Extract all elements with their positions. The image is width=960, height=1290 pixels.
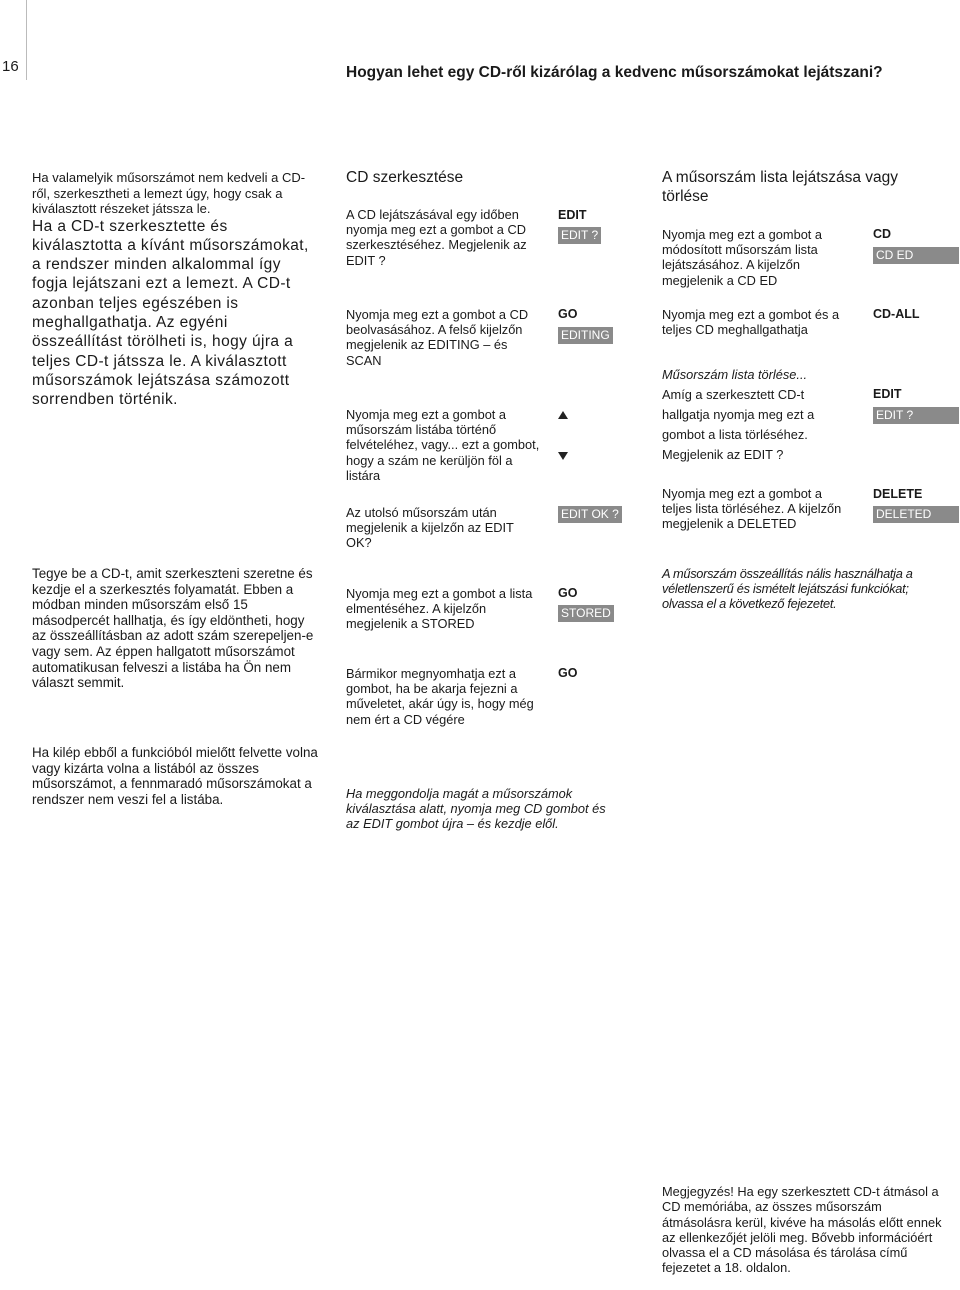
right-footnote: A műsorszám összeállítás nális használhatja a véletlenszerű és ismételt lejátszási funkciókat; olvassa el a következő fejezetet. (662, 566, 913, 612)
middle-step-1: A CD lejátszásával egy időben nyomja meg ezt a gombot a CD szerkesztéséhez. Megjelenik az EDIT ? (346, 207, 527, 268)
middle-step-6: Bármikor megnyomhatja ezt a gombot, ha be akarja fejezni a műveletet, akár úgy is, hogy még nem ért a CD végére (346, 666, 534, 727)
triangle-up-icon (558, 411, 568, 419)
middle-heading: CD szerkesztése (346, 169, 464, 186)
display-cd-ed: CD ED (873, 247, 959, 264)
display-edit-ok: EDIT OK ? (558, 506, 622, 523)
go-key-3: GO (558, 666, 578, 680)
intro-text (32, 170, 312, 409)
intro-small: Ha valamelyik műsorszámot nem kedveli a CD-ről, szerkesztheti a lemezt úgy, hogy csak a kiválasztott részeket játssza le. (32, 170, 306, 216)
intro-large: Ha a CD-t szerkesztette és kiválasztotta a kívánt műsorszámokat, a rendszer minden alkalommal így fogja lejátszani ezt a lemezt. A CD-t azonban teljes egészében is meghallgathatja. Az egyéni összeállítást törölheti is, hogy újra a teljes CD-t játssza le. A kiválasztott műsorszámok lejátszása számozott sorrendben történik. (32, 217, 309, 409)
display-editing: EDITING (558, 327, 613, 344)
display-edit-2: EDIT ? (873, 407, 959, 424)
go-key-2: GO (558, 586, 578, 600)
delete-key: DELETE (873, 487, 923, 501)
right-step-2: Nyomja meg ezt a gombot és a teljes CD meghallgathatja (662, 307, 840, 338)
page-title: Hogyan lehet egy CD-ről kizárólag a kedvenc műsorszámokat lejátszani? (346, 64, 883, 81)
display-stored: STORED (558, 605, 614, 622)
triangle-down-icon (558, 452, 568, 460)
edit-key: EDIT (558, 208, 587, 222)
go-key: GO (558, 307, 578, 321)
middle-step-4: Az utolsó műsorszám után megjelenik a kijelzőn az EDIT OK? (346, 505, 514, 551)
cd-all-key: CD-ALL (873, 307, 920, 321)
edit-instructions: Tegye be a CD-t, amit szerkeszteni szeretne és kezdje el a szerkesztés folyamatát. Ebben a módban minden műsorszám első 15 másodpercét hallhatja, és így eldöntheti, hogy az összeállításban az adott szám szerepeljen-e vagy sem. Az éppen hallgatott műsorszámot automatikusan felveszi a listába ha Ön nem választ semmit. (32, 566, 314, 691)
right-step-1: Nyomja meg ezt a gombot a módosított műsorszám lista lejátszásához. A kijelzőn megjelenik a CD ED (662, 227, 823, 288)
middle-step-2: Nyomja meg ezt a gombot a CD beolvasásához. A felső kijelzőn megjelenik az EDITING – és SCAN (346, 307, 529, 368)
exit-note: Ha kilép ebből a funkcióból mielőtt felvette volna vagy kizárta volna a listából az összes műsorszámot, a fennmaradó műsorszámokat a rendszer nem veszi fel a listába. (32, 745, 318, 807)
right-step-3: Amíg a szerkesztett CD-t hallgatja nyomja meg ezt a gombot a lista törléséhez. Megjelenik az EDIT ? (662, 387, 815, 462)
header-divider (26, 0, 27, 80)
middle-step-3: Nyomja meg ezt a gombot a műsorszám listába történő felvételéhez, vagy... ezt a gombot, hogy a szám ne kerüljön föl a listára (346, 407, 540, 483)
edit-key-2: EDIT (873, 387, 902, 401)
middle-step-5: Nyomja meg ezt a gombot a lista elmentéséhez. A kijelzőn megjelenik a STORED (346, 586, 533, 632)
display-edit: EDIT ? (558, 227, 601, 244)
delete-heading: Műsorszám lista törlése... (662, 367, 808, 382)
right-step-4: Nyomja meg ezt a gombot a teljes lista törléséhez. A kijelzőn megjelenik a DELETED (662, 486, 842, 532)
note-text: Megjegyzés! Ha egy szerkesztett CD-t átmásol a CD memóriába, az összes műsorszám átmásolásra kerül, kivéve ha másolás előtt ennek az ellenkezőjét jelöli meg. Bővebb információért olvassa el a CD másolása és tárolása című fejezetet a 18. oldalon. (662, 1184, 942, 1276)
right-heading: A műsorszám lista lejátszása vagy törlése (662, 169, 899, 205)
cd-key: CD (873, 227, 892, 241)
middle-footnote: Ha meggondolja magát a műsorszámok kiválasztása alatt, nyomja meg CD gombot és az EDIT gombot újra – és kezdje elől. (346, 786, 606, 832)
page-number: 16 (2, 58, 19, 75)
display-deleted: DELETED (873, 506, 959, 523)
